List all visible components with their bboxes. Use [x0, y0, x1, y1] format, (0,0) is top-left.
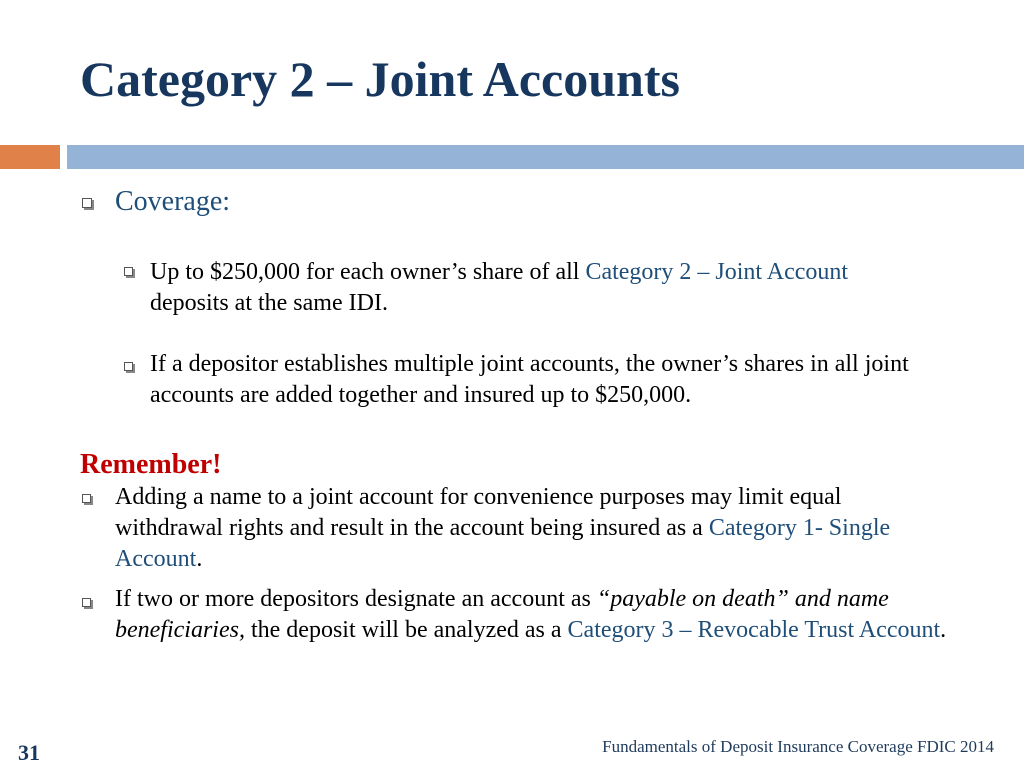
slide-title: Category 2 – Joint Accounts	[80, 51, 680, 107]
accent-bar-blue	[67, 145, 1024, 169]
square-bullet-icon	[82, 494, 91, 503]
square-bullet-icon	[82, 598, 91, 607]
remember-item-2	[115, 584, 980, 646]
coverage-heading: Coverage:	[115, 186, 231, 217]
remember-item-2-text: If two or more depositors designate an account as	[115, 586, 597, 612]
remember-item-1	[115, 482, 930, 575]
remember-item-1-tail: .	[196, 546, 203, 572]
accent-bar-orange	[0, 145, 60, 169]
square-bullet-icon	[124, 362, 133, 371]
remember-heading: Remember!	[80, 449, 222, 480]
remember-item-1-text: Adding a name to a joint account for convenience purposes may limit equal withdrawal rights and result in the account being insured as a	[115, 484, 842, 541]
footer-text: Fundamentals of Deposit Insurance Coverage FDIC 2014	[602, 737, 994, 756]
remember-item-2-tail: .	[940, 617, 947, 643]
coverage-item-1-link: Category 2 – Joint Account	[585, 259, 849, 285]
coverage-item-1-tail: deposits at the same IDI.	[150, 290, 388, 316]
coverage-item-2: If a depositor establishes multiple joint accounts, the owner’s shares in all joint accounts are added together and insured up to $250,000.	[150, 351, 909, 408]
remember-item-1-link: Category 1- Single Account	[115, 515, 891, 572]
remember-item-2-italic: “payable on death” and name beneficiaries,	[115, 586, 889, 643]
square-bullet-icon	[124, 267, 133, 276]
coverage-item-1	[150, 257, 910, 319]
square-bullet-icon	[82, 198, 92, 208]
remember-item-2-link: Category 3 – Revocable Trust Account	[567, 617, 941, 643]
coverage-item-1-text: Up to $250,000 for each owner’s share of all	[150, 259, 586, 285]
page-number: 31	[18, 740, 40, 765]
remember-item-2-mid: the deposit will be analyzed as a	[244, 617, 568, 643]
